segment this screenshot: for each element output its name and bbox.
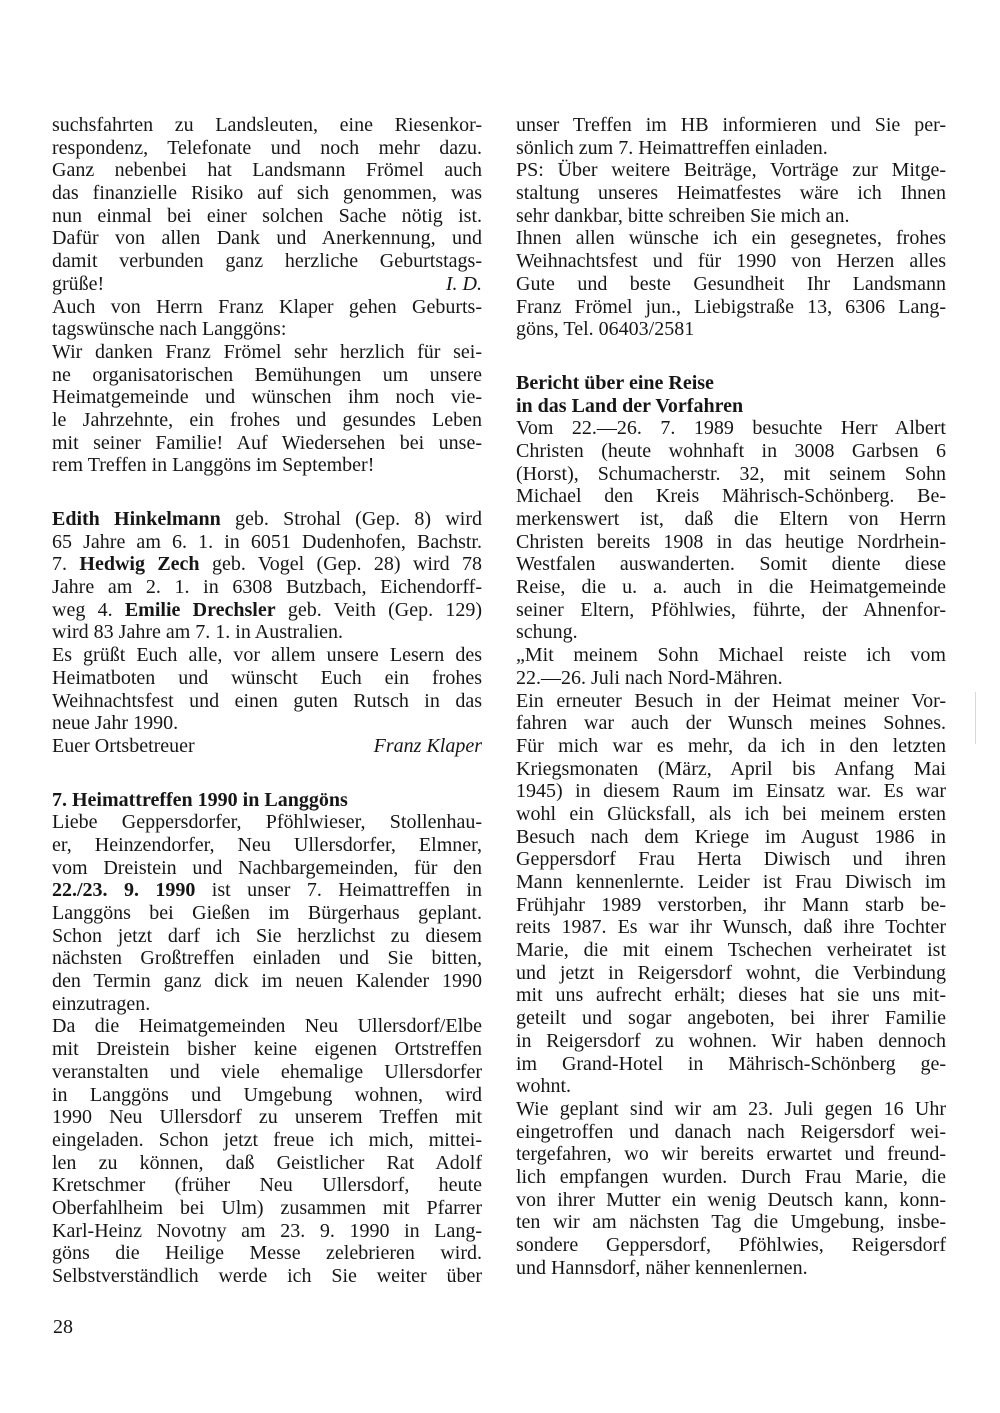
text-line: und jetzt in Reigersdorf wohnt, die Verbindung (516, 961, 946, 984)
text-line (52, 735, 482, 758)
text-line: lich empfangen wurden. Durch Frau Marie, die (516, 1165, 946, 1188)
text-line (52, 553, 482, 576)
text-line: Reise, die u. a. auch in die Heimatgemeinde (516, 576, 946, 599)
bold-text: 22./23. 9. 1990 (52, 879, 196, 902)
text-line: sehr dankbar, bitte schreiben Sie mich an. (516, 204, 850, 227)
text-line: Für mich war es mehr, da ich in den letzten (516, 734, 946, 757)
paragraph (52, 296, 482, 341)
text-run: weg 4. (52, 598, 125, 621)
text-line: Da die Heimatgemeinden Neu Ullersdorf/Elbe (52, 1015, 482, 1038)
text-line: seiner Eltern, Pföhlwies, führte, der Ahnenfor- (516, 598, 946, 621)
text-line: 1945) in diesem Raum im Einsatz war. Es war (516, 780, 946, 803)
bold-text: Hedwig Zech (79, 553, 200, 576)
text-line: tagswünsche nach Langgöns: (52, 318, 287, 341)
text-line: PS: Über weitere Beiträge, Vorträge zur Mitge- (516, 159, 946, 182)
text-line: tergefahren, wo wir bereits erwartet und freund- (516, 1143, 946, 1166)
text-line: le Jahrzehnte, ein frohes und gesundes Leben (52, 408, 482, 431)
text-line: Frühjahr 1989 verstorben, ihr Mann starb be- (516, 893, 946, 916)
page-number: 28 (53, 1316, 73, 1338)
paragraph (52, 114, 482, 296)
text-line: Weihnachtsfest und für 1990 von Herzen alles (516, 250, 946, 273)
text-run: grüße! (52, 272, 105, 295)
text-line: Karl-Heinz Novotny am 23. 9. 1990 in Lang- (52, 1219, 482, 1242)
line-left-text (52, 273, 104, 296)
text-line: Christen bereits 1908 in das heutige Nordrhein- (516, 530, 946, 553)
text-line: göns, Tel. 06403/2581 (516, 318, 695, 341)
text-line: unser Treffen im HB informieren und Sie per- (516, 114, 946, 136)
text-run: ist unser 7. Heimattreffen in (195, 879, 482, 902)
text-line: Langgöns bei Gießen im Bürgerhaus geplant. (52, 902, 482, 924)
text-line: Selbstverständlich werde ich Sie weiter über (52, 1265, 482, 1287)
text-line: ten wir am nächsten Tag die Umgebung, insbe- (516, 1211, 946, 1234)
text-line (52, 879, 482, 902)
text-line: Ganz nebenbei hat Landsmann Frömel auch (52, 159, 482, 182)
text-run: geb. Vogel (Gep. 28) wird 78 (199, 553, 482, 576)
text-line: Gute und beste Gesundheit Ihr Landsmann (516, 272, 946, 295)
scan-artifact-line (975, 692, 976, 744)
text-line (52, 273, 482, 296)
text-line: merkenswert ist, daß die Eltern von Herrn (516, 508, 946, 530)
paragraph (52, 735, 482, 758)
text-line: Ihnen allen wünsche ich ein gesegnetes, frohes (516, 227, 946, 250)
text-line: das finanzielle Risiko auf sich genommen, was (52, 182, 482, 205)
text-line: Wie geplant sind wir am 23. Juli gegen 16 Uhr (516, 1097, 946, 1120)
paragraph (516, 1098, 946, 1280)
text-line: geteilt und sogar angeboten, bei ihrer Familie (516, 1007, 946, 1030)
text-line: mit uns aufrecht erhält; dieses hat sie uns mit- (516, 984, 946, 1007)
text-line: Westfalen auswanderten. Somit diente diese (516, 553, 946, 576)
section-heading (52, 789, 482, 812)
text-line: wohl ein Glücksfall, als ich bei meinem ersten (516, 802, 946, 825)
text-line: sondere Geppersdorf, Pföhlwies, Reigersdorf (516, 1234, 946, 1256)
text-line: Bericht über eine Reise (516, 371, 714, 394)
text-line: staltung unseres Heimatfestes wäre ich Ihnen (516, 182, 946, 205)
paragraph (52, 1015, 482, 1287)
text-line: fahren war auch der Wunsch meines Sohnes. (516, 712, 946, 735)
paragraph-gap (516, 341, 946, 372)
paragraph-gap (52, 758, 482, 789)
text-line: mit Dreistein bisher keine eigenen Ortstreffen (52, 1038, 482, 1061)
text-line: göns die Heilige Messe zelebrieren wird. (52, 1242, 482, 1265)
text-line: len zu können, daß Geistlicher Rat Adolf (52, 1151, 482, 1174)
text-line: Geppersdorf Frau Herta Diwisch und ihren (516, 848, 946, 871)
text-line: respondenz, Telefonate und noch mehr dazu. (52, 136, 482, 159)
paragraph (516, 644, 946, 689)
text-line: Schon jetzt darf ich Sie herzlichst zu diesem (52, 924, 482, 947)
paragraph (516, 114, 946, 159)
italic-text: Franz Klaper (373, 734, 482, 757)
text-line: Franz Frömel jun., Liebigstraße 13, 6306 Lang- (516, 295, 946, 318)
text-line: einzutragen. (52, 992, 151, 1015)
text-line: mit seiner Familie! Auf Wiedersehen bei unse- (52, 431, 482, 454)
paragraph (516, 227, 946, 340)
text-run: 7. (52, 553, 80, 576)
text-run: geb. Veith (Gep. 129) (275, 598, 482, 621)
text-line: sönlich zum 7. Heimattreffen einladen. (516, 136, 828, 159)
text-line: 65 Jahre am 6. 1. in 6051 Dudenhofen, Bachstr. (52, 530, 482, 553)
text-line: Weihnachtsfest und einen guten Rutsch in das (52, 689, 482, 712)
text-line: „Mit meinem Sohn Michael reiste ich vom (516, 644, 946, 667)
text-line: Michael den Kreis Mährisch-Schönberg. Be- (516, 485, 946, 508)
text-line: Dafür von allen Dank und Anerkennung, und (52, 227, 482, 250)
text-line: wird 83 Jahre am 7. 1. in Australien. (52, 621, 344, 644)
text-line: in Reigersdorf zu wohnen. Wir haben dennoch (516, 1029, 946, 1052)
text-line: Auch von Herrn Franz Klaper gehen Geburts- (52, 295, 482, 318)
italic-text: I. D. (445, 272, 482, 295)
paragraph (52, 341, 482, 477)
text-line: 7. Heimattreffen 1990 in Langgöns (52, 788, 348, 811)
right-column (516, 114, 946, 1288)
text-line: Besuch nach dem Kriege im August 1986 in (516, 825, 946, 848)
text-line: im Grand-Hotel in Mährisch-Schönberg ge- (516, 1052, 946, 1075)
paragraph (516, 690, 946, 1098)
text-line: Oberfahlheim bei Ulm) zusammen mit Pfarrer (52, 1196, 482, 1219)
text-line (52, 508, 482, 531)
line-right-text (374, 735, 482, 758)
paragraph-gap (52, 477, 482, 508)
text-run: Euer Ortsbetreuer (52, 734, 195, 757)
text-line: nächsten Großtreffen einladen und Sie bitten, (52, 947, 482, 970)
paragraph (52, 644, 482, 735)
text-line: rem Treffen in Langgöns im September! (52, 454, 375, 477)
paragraph (52, 508, 482, 644)
text-line: 22.—26. Juli nach Nord-Mähren. (516, 666, 783, 689)
text-line: Es grüßt Euch alle, vor allem unsere Lesern des (52, 644, 482, 667)
text-line: eingeladen. Schon jetzt freue ich mich, mittei- (52, 1128, 482, 1151)
text-line (52, 599, 482, 622)
text-line: von ihrer Mutter ein wenig Deutsch kann, konn- (516, 1188, 946, 1211)
bold-text: Emilie Drechsler (124, 598, 276, 621)
text-line: neue Jahr 1990. (52, 712, 179, 735)
text-line: Christen (heute wohnhaft in 3008 Garbsen 6 (516, 439, 946, 462)
text-line: veranstalten und viele ehemalige Ullersdorfer (52, 1060, 482, 1083)
text-line: vom Dreistein und Nachbargemeinden, für den (52, 856, 482, 879)
paragraph (516, 417, 946, 644)
text-line: Wir danken Franz Frömel sehr herzlich für sei- (52, 340, 482, 363)
text-line: Vom 22.—26. 7. 1989 besuchte Herr Albert (516, 417, 946, 440)
text-line: Mann kennenlernte. Leider ist Frau Diwisch im (516, 871, 946, 893)
text-line: damit verbunden ganz herzliche Geburtstags- (52, 250, 482, 273)
text-line: wohnt. (516, 1075, 571, 1098)
paragraph (516, 159, 946, 227)
paragraph (52, 811, 482, 1015)
text-line: er, Heinzendorfer, Neu Ullersdorfer, Elmner, (52, 833, 482, 856)
text-line: nun einmal bei einer solchen Sache nötig ist. (52, 204, 482, 227)
text-line: (Horst), Schumacherstr. 32, mit seinem Sohn (516, 462, 946, 485)
text-line: den Termin ganz dick im neuen Kalender 1990 (52, 970, 482, 993)
text-line: reits 1987. Es war ihr Wunsch, daß ihre Tochter (516, 916, 946, 939)
text-line: Heimatboten und wünscht Euch ein frohes (52, 666, 482, 689)
text-line: Liebe Geppersdorfer, Pföhlwieser, Stollenhau- (52, 811, 482, 834)
text-line: Ein erneuter Besuch in der Heimat meiner Vor- (516, 689, 946, 712)
left-column (52, 114, 482, 1288)
text-line: Marie, die mit einem Tschechen verheiratet ist (516, 939, 946, 962)
text-line: Kretschmer (früher Neu Ullersdorf, heute (52, 1174, 482, 1197)
text-line: suchsfahrten zu Landsleuten, eine Riesenkor- (52, 114, 482, 136)
text-line: Jahre am 2. 1. in 6308 Butzbach, Eichendorff- (52, 576, 482, 599)
text-line: eingetroffen und danach nach Reigersdorf wei- (516, 1120, 946, 1143)
section-heading (516, 372, 946, 417)
line-left-text (52, 735, 195, 758)
text-line: und Hannsdorf, näher kennenlernen. (516, 1256, 808, 1279)
text-line: Heimatgemeinde und wünschen ihm noch vie- (52, 386, 482, 409)
text-line: 1990 Neu Ullersdorf zu unserem Treffen mit (52, 1106, 482, 1129)
text-line: ne organisatorischen Bemühungen um unsere (52, 363, 482, 386)
text-line: schung. (516, 621, 578, 644)
text-line: in das Land der Vorfahren (516, 394, 744, 417)
text-columns (52, 114, 946, 1288)
text-line: Kriegsmonaten (März, April bis Anfang Mai (516, 757, 946, 780)
bold-text: Edith Hinkelmann (52, 508, 221, 530)
line-right-text (446, 273, 482, 296)
text-run: geb. Strohal (Gep. 8) wird (220, 508, 482, 530)
text-line: in Langgöns und Umgebung wohnen, wird (52, 1083, 482, 1106)
